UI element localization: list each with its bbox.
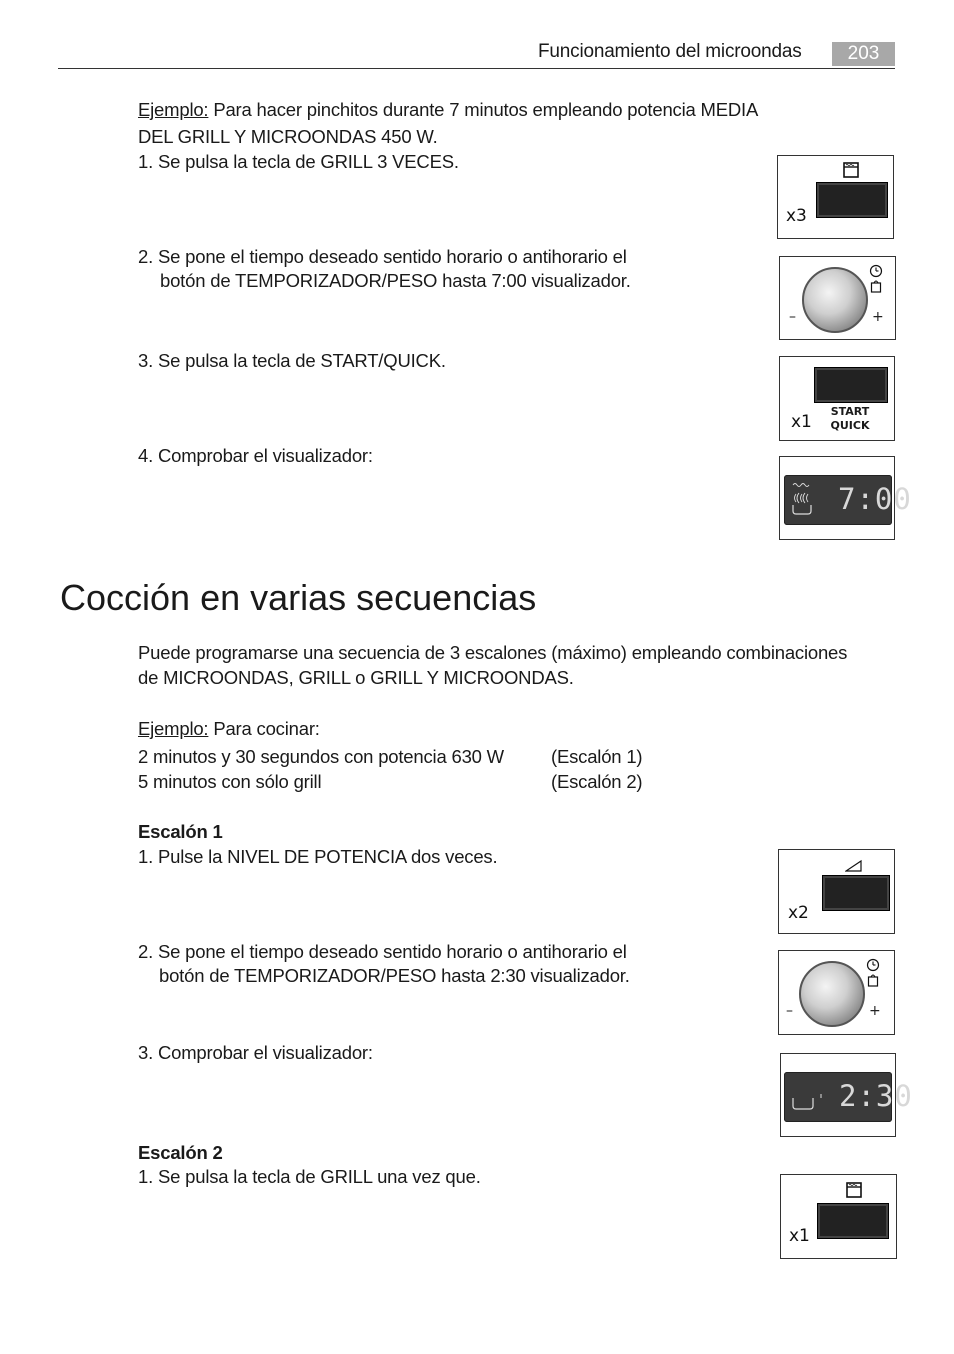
stage1-step2-line1: 2. Se pone el tiempo deseado sentido horario o antihorario el [138,941,627,962]
intro-step-2-line1: 2. Se pone el tiempo deseado sentido horario o antihorario el [138,246,627,267]
clock-icon [869,264,883,278]
start-quick-display [814,367,888,403]
stage1-step1: 1. Pulse la NIVEL DE POTENCIA dos veces. [138,846,498,867]
timer-weight-knob [802,267,868,333]
intro-example-line2: DEL GRILL Y MICROONDAS 450 W. [138,126,438,147]
section-para-line1: Puede programarse una secuencia de 3 escalones (máximo) empleando combinaciones [138,642,848,663]
example-label: Ejemplo: [138,99,209,120]
header-title: Funcionamiento del microondas [538,41,802,62]
figure-start-quick-x1 [779,356,895,441]
figure-grill-button-x1 [780,1174,897,1259]
stage1-step3: 3. Comprobar el visualizador: [138,1042,373,1063]
lcd-display [784,1072,913,1122]
knob-minus: – [786,1003,793,1019]
press-count: x1 [791,412,812,432]
example-text: Para cocinar: [208,718,320,739]
stage2-title: Escalón 2 [138,1142,223,1163]
stage1-step2-line2: botón de TEMPORIZADOR/PESO hasta 2:30 visualizador. [159,965,630,986]
start-quick-button [830,405,870,433]
intro-example-line1 [138,98,758,122]
figure-grill-button-x3 [777,155,894,239]
knob-minus: – [789,309,796,325]
figure-timer-knob [779,256,896,340]
example-row-2-desc: 5 minutos con sólo grill [138,771,322,792]
example-row-1-stage: (Escalón 1) [551,746,643,767]
intro-step-4: 4. Comprobar el visualizador: [138,445,373,466]
example-row-1-desc: 2 minutos y 30 segundos con potencia 630 W [138,746,504,767]
figure-display-7-00 [779,456,912,540]
section-title: Cocción en varias secuencias [60,577,537,618]
stage1-title: Escalón 1 [138,821,223,842]
dish-icon [790,1090,824,1114]
grill-button [817,1203,889,1239]
press-count: x1 [789,1226,810,1246]
intro-step-3: 3. Se pulsa la tecla de START/QUICK. [138,350,446,371]
lcd-display [784,475,912,525]
example-row-2-stage: (Escalón 2) [551,771,643,792]
grill-icon [843,162,859,178]
power-level-icon [845,859,863,873]
intro-example-text: Para hacer pinchitos durante 7 minutos empleando potencia MEDIA [208,99,759,120]
page-number: 203 [832,42,895,66]
clock-icon [866,958,880,972]
knob-plus: + [869,1003,881,1019]
timer-weight-knob [799,961,865,1027]
example-label: Ejemplo: [138,718,209,739]
grill-button [816,182,888,218]
press-count: x3 [786,206,807,226]
weight-icon [867,973,879,987]
section-para-line2: de MICROONDAS, GRILL o GRILL Y MICROONDAS. [138,667,574,688]
press-count: x2 [788,903,809,923]
stage2-step1: 1. Se pulsa la tecla de GRILL una vez que. [138,1166,481,1187]
intro-step-2-line2: botón de TEMPORIZADOR/PESO hasta 7:00 visualizador. [160,270,631,291]
weight-icon [870,279,882,293]
power-level-button [822,875,890,911]
knob-plus: + [872,309,884,325]
quick-label: QUICK [830,419,870,432]
intro-step-1: 1. Se pulsa la tecla de GRILL 3 VECES. [138,151,459,172]
lcd-time: 7:00 [838,482,912,516]
header-rule [58,68,895,69]
start-label: START [830,405,870,418]
figure-timer-knob-2 [778,950,895,1035]
figure-power-level-x2 [778,849,895,934]
grill-icon [846,1182,862,1198]
microwave-waves-icon [790,480,816,518]
lcd-time: 2:30 [839,1079,913,1113]
figure-display-2-30 [780,1053,913,1137]
section-example-line [138,717,320,741]
